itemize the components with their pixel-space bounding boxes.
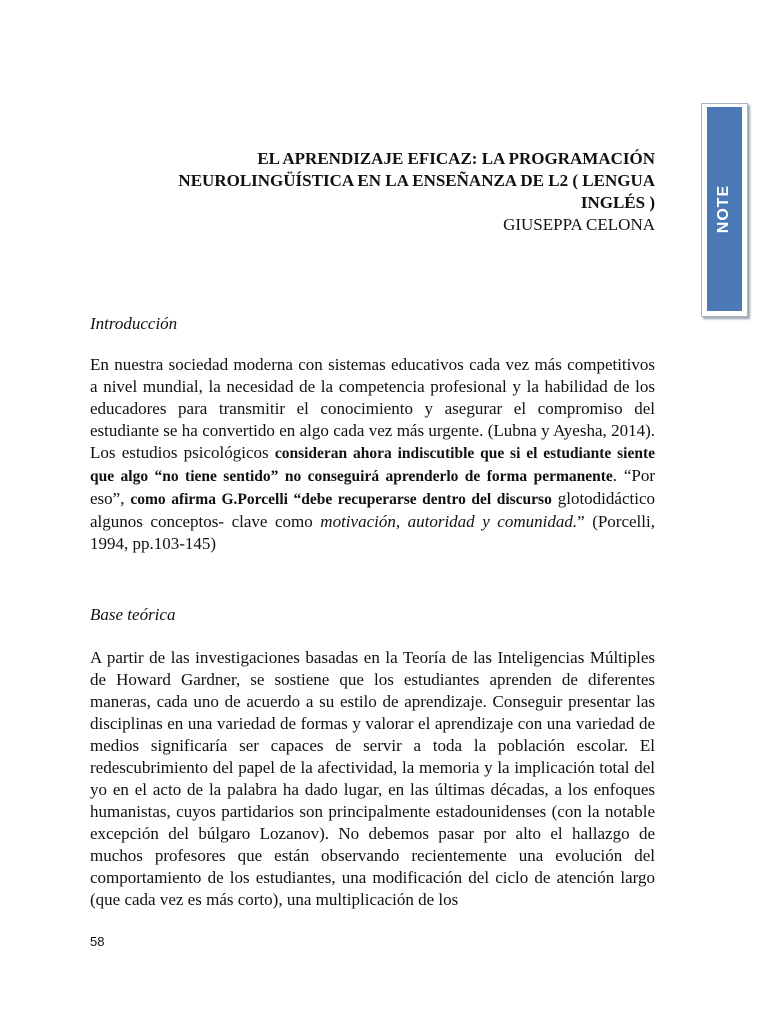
intro-text-4: como afirma G.Porcelli “debe recuperarse dentro del discurso [130, 491, 552, 508]
intro-text-5: glotodidáctico algunos conceptos- clave como [90, 489, 655, 531]
intro-text-1: En nuestra sociedad moderna con sistemas educativos cada vez más competitivos a nivel mundial, la necesidad de la competencia profesional y la habilidad de los educadores para transmitir el conocimiento y asegurar el compromiso del estudiante se ha convertido en algo cada vez más urgente. (Lubna y Ayesha, 2014). Los estudios psicológicos [90, 355, 655, 462]
intro-text-2: consideran ahora indiscutible que si el estudiante siente que algo “no tiene sentido” no conseguirá aprenderlo de forma permanente [90, 445, 655, 485]
title-line-2: NEUROLINGÜÍSTICA EN LA ENSEÑANZA DE L2 ( LENGUA [178, 171, 655, 190]
title-line-3: INGLÉS ) [580, 193, 655, 212]
article-title-block [90, 148, 655, 236]
side-tab-fill [707, 107, 742, 311]
page-number: 58 [90, 934, 105, 949]
side-tab [701, 103, 748, 317]
base-paragraph: A partir de las investigaciones basadas en la Teoría de las Inteligencias Múltiples de Howard Gardner, se sostiene que los estudiantes aprenden de diferentes maneras, cada uno de acuerdo a su estilo de aprendizaje. Conseguir presentar las disciplinas en una variedad de formas y valorar el aprendizaje con una variedad de medios significaría ser capaces de servir a toda la población escolar. El redescubrimiento del papel de la afectividad, la memoria y la implicación total del yo en el acto de la palabra ha dado lugar, en las últimas décadas, a los enfoques humanistas, cuyos partidarios son principalmente estadounidenses (con la notable excepción del búlgaro Lozanov). No debemos pasar por alto el hallazgo de muchos profesores que están observando recientemente una evolución del comportamiento de los estudiantes, una modificación del ciclo de atención largo (que cada vez es más corto), una multiplicación de los [90, 648, 655, 909]
intro-paragraph [90, 354, 655, 555]
title-line-1: EL APRENDIZAJE EFICAZ: LA PROGRAMACIÓN [257, 149, 655, 168]
intro-heading: Introducción [90, 314, 178, 333]
intro-text-3: . “Por eso”, [90, 466, 655, 508]
intro-text-6: motivación, autoridad y comunidad. [320, 512, 578, 531]
side-tab-label: NOTE [715, 184, 733, 234]
author-name: GIUSEPPA CELONA [503, 215, 655, 234]
base-heading: Base teórica [90, 605, 176, 624]
intro-text-7: ” (Porcelli, 1994, pp.103-145) [90, 512, 655, 553]
